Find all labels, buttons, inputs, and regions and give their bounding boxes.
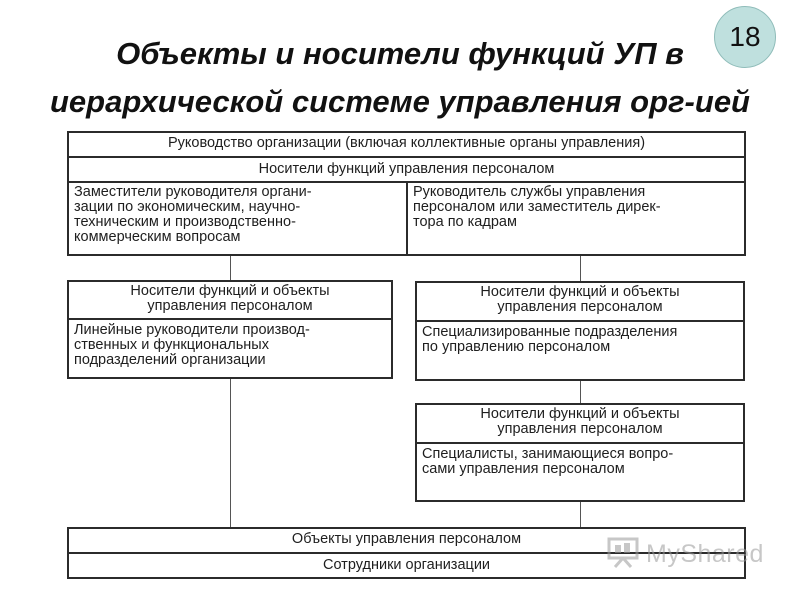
hr-specialists-header-line-2: управления персоналом: [497, 421, 663, 437]
line-managers-line-3: подразделений организации: [74, 352, 266, 368]
line-managers-header-line-2: управления персоналом: [147, 298, 313, 314]
connector-left-top: [230, 255, 231, 281]
line-managers-line-1: Линейные руководители производ-: [74, 322, 310, 338]
hr-specialists-divider: [417, 442, 743, 444]
hr-head-line-1: Руководитель службы управления: [413, 184, 646, 200]
watermark-text: MyShared: [646, 539, 764, 568]
line-managers-block: [67, 280, 393, 379]
hr-specialists-line-1: Специалисты, занимающиеся вопро-: [422, 446, 674, 462]
title-line-1: Объекты и носители функций УП в: [116, 36, 684, 71]
deputies-line-3: техническим и производственно-: [74, 214, 296, 230]
deputies-line-1: Заместители руководителя органи-: [74, 184, 312, 200]
hr-specialists-line-2: сами управления персоналом: [422, 461, 625, 477]
hr-departments-block: [415, 281, 745, 381]
top-divider-1: [69, 156, 744, 158]
hr-departments-header-line-1: Носители функций и объекты: [480, 284, 680, 300]
connector-right-top: [580, 255, 581, 282]
leadership-text: Руководство организации (включая коллективные органы управления): [167, 135, 646, 151]
hr-head-line-2: персоналом или заместитель дирек-: [413, 199, 661, 215]
line-managers-header: [69, 284, 391, 314]
line-managers-body: [69, 323, 391, 368]
hr-departments-header: [417, 285, 743, 315]
presentation-board-icon: [606, 536, 640, 573]
slide-number: 18: [729, 21, 761, 52]
title-line-2: иерархической системе управления орг-ией: [50, 84, 750, 119]
hr-departments-header-line-2: управления персоналом: [497, 299, 663, 315]
top-block: [67, 131, 746, 256]
hr-departments-divider: [417, 320, 743, 322]
connector-right-middle: [580, 380, 581, 404]
watermark: [606, 536, 764, 572]
hr-departments-body: [417, 325, 743, 355]
connector-right-bottom: [580, 501, 581, 528]
hr-head-cell: [408, 185, 744, 230]
carriers-text: Носители функций управления персоналом: [258, 161, 555, 177]
objects-text: Объекты управления персоналом: [291, 531, 522, 547]
employees-text: Сотрудники организации: [322, 557, 491, 573]
leadership-cell: [69, 136, 744, 151]
carriers-cell: [69, 162, 744, 177]
line-managers-divider: [69, 318, 391, 320]
deputies-line-4: коммерческим вопросам: [74, 229, 241, 245]
line-managers-header-line-1: Носители функций и объекты: [130, 283, 330, 299]
hr-specialists-header-line-1: Носители функций и объекты: [480, 406, 680, 422]
connector-left-bottom: [230, 378, 231, 528]
hr-specialists-header: [417, 407, 743, 437]
hr-departments-line-1: Специализированные подразделения: [422, 324, 678, 340]
deputies-cell: [69, 185, 406, 245]
hr-departments-line-2: по управлению персоналом: [422, 339, 611, 355]
line-managers-line-2: ственных и функциональных: [74, 337, 269, 353]
hr-specialists-block: [415, 403, 745, 502]
deputies-line-2: зации по экономическим, научно-: [74, 199, 301, 215]
hr-head-line-3: тора по кадрам: [413, 214, 517, 230]
hr-specialists-body: [417, 447, 743, 477]
